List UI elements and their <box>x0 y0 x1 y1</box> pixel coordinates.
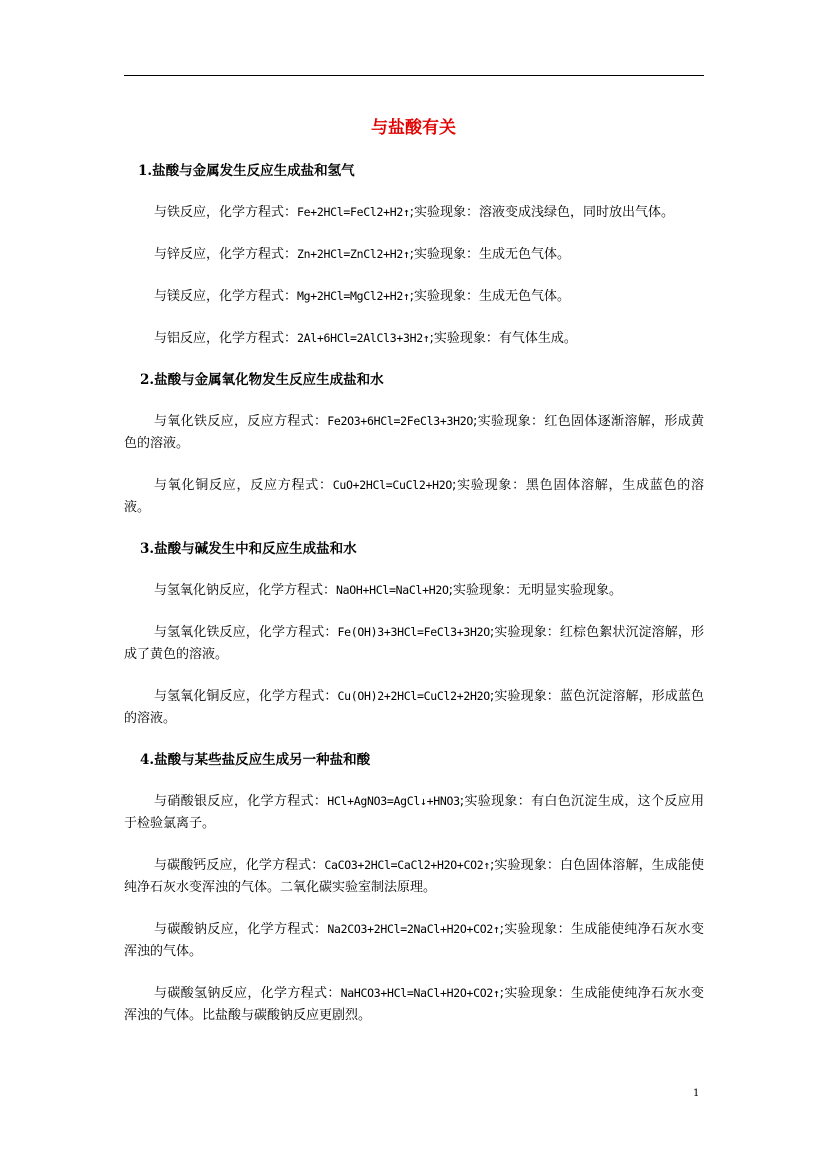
reaction-paragraph <box>124 285 704 308</box>
reaction-phenomenon: ;实验现象：溶液变成浅绿色，同时放出气体。 <box>409 205 675 220</box>
reaction-phenomenon: ;实验现象：生成能使纯净石灰水变浑浊的气体。比盐酸与碳酸钠反应更剧烈。 <box>124 986 704 1023</box>
reaction-label: 与铝反应，化学方程式： <box>154 331 298 346</box>
reaction-label: 与锌反应，化学方程式： <box>154 247 298 262</box>
chemical-equation: Zn+2HCl=ZnCl2+H2↑ <box>297 247 410 261</box>
reaction-paragraph <box>124 327 704 350</box>
reaction-phenomenon: ;实验现象：红色固体逐渐溶解，形成黄色的溶液。 <box>124 414 704 451</box>
reaction-phenomenon: ;实验现象：有白色沉淀生成，这个反应用于检验氯离子。 <box>124 794 704 831</box>
reaction-paragraph <box>124 579 704 602</box>
reaction-label: 与氧化铜反应，反应方程式： <box>154 478 333 493</box>
chemical-equation: Mg+2HCl=MgCl2+H2↑ <box>297 289 410 303</box>
reaction-phenomenon: ;实验现象：黑色固体溶解，生成蓝色的溶液。 <box>124 478 704 515</box>
chemical-equation: Fe+2HCl=FeCl2+H2↑ <box>297 205 410 219</box>
section-bases <box>124 538 704 730</box>
chemical-equation: Na2CO3+2HCl=2NaCl+H2O+CO2↑ <box>327 922 500 936</box>
reaction-label: 与碳酸钠反应，化学方程式： <box>154 922 328 937</box>
reaction-label: 与氧化铁反应，反应方程式： <box>154 414 328 429</box>
reaction-label: 与硝酸银反应，化学方程式： <box>154 794 328 809</box>
document-body <box>124 160 704 1046</box>
reaction-phenomenon: ;实验现象：生成无色气体。 <box>409 289 571 304</box>
chemical-equation: Fe(OH)3+3HCl=FeCl3+3H2O <box>337 625 490 639</box>
chemical-equation: NaOH+HCl=NaCl+H2O <box>336 583 449 597</box>
reaction-phenomenon: ;实验现象：生成无色气体。 <box>409 247 571 262</box>
reaction-label: 与氢氧化铜反应，化学方程式： <box>154 689 338 704</box>
reaction-phenomenon: ;实验现象：有气体生成。 <box>429 331 577 346</box>
document-title: 与盐酸有关 <box>371 118 456 138</box>
reaction-paragraph <box>124 982 704 1027</box>
reaction-phenomenon: ;实验现象：蓝色沉淀溶解，形成蓝色的溶液。 <box>124 689 704 726</box>
chemical-equation: Fe2O3+6HCl=2FeCl3+3H2O <box>327 414 474 428</box>
reaction-paragraph <box>124 201 704 224</box>
reaction-label: 与氢氧化钠反应，化学方程式： <box>154 583 337 598</box>
reaction-paragraph <box>124 243 704 266</box>
section-metals <box>124 160 704 350</box>
page-number: 1 <box>693 1088 700 1099</box>
reaction-label: 与铁反应，化学方程式： <box>154 205 298 220</box>
reaction-paragraph <box>124 410 704 455</box>
reaction-label: 与碳酸氢钠反应，化学方程式： <box>154 986 341 1001</box>
reaction-phenomenon: ;实验现象：红棕色絮状沉淀溶解，形成了黄色的溶液。 <box>124 625 704 662</box>
section-heading: 4.盐酸与某些盐反应生成另一种盐和酸 <box>140 752 371 768</box>
reaction-paragraph <box>124 918 704 963</box>
reaction-paragraph <box>124 474 704 519</box>
chemical-equation: Cu(OH)2+2HCl=CuCl2+2H2O <box>337 689 490 703</box>
section-metal-oxides <box>124 369 704 519</box>
chemical-equation: NaHCO3+HCl=NaCl+H2O+CO2↑ <box>340 986 500 1000</box>
reaction-label: 与氢氧化铁反应，化学方程式： <box>154 625 338 640</box>
reaction-paragraph <box>124 790 704 835</box>
chemical-equation: 2Al+6HCl=2AlCl3+3H2↑ <box>297 331 430 345</box>
section-heading: 2.盐酸与金属氧化物发生反应生成盐和水 <box>140 372 384 388</box>
section-heading: 3.盐酸与碱发生中和反应生成盐和水 <box>140 541 357 557</box>
reaction-phenomenon: ;实验现象：生成能使纯净石灰水变浑浊的气体。 <box>124 922 704 959</box>
reaction-paragraph <box>124 854 704 899</box>
chemical-equation: HCl+AgNO3=AgCl↓+HNO3 <box>327 794 460 808</box>
header-rule <box>124 75 704 76</box>
reaction-paragraph <box>124 685 704 730</box>
reaction-phenomenon: ;实验现象：无明显实验现象。 <box>448 583 623 598</box>
section-heading: 1.盐酸与金属发生反应生成盐和氢气 <box>138 163 355 179</box>
reaction-phenomenon: ;实验现象：白色固体溶解，生成能使纯净石灰水变浑浊的气体。二氧化碳实验室制法原理。 <box>124 858 704 895</box>
section-salts <box>124 749 704 1027</box>
chemical-equation: CuO+2HCl=CuCl2+H2O <box>332 478 453 492</box>
chemical-equation: CaCO3+2HCl=CaCl2+H2O+CO2↑ <box>324 858 490 872</box>
reaction-label: 与碳酸钙反应，化学方程式： <box>154 858 325 873</box>
reaction-label: 与镁反应，化学方程式： <box>154 289 298 304</box>
reaction-paragraph <box>124 621 704 666</box>
